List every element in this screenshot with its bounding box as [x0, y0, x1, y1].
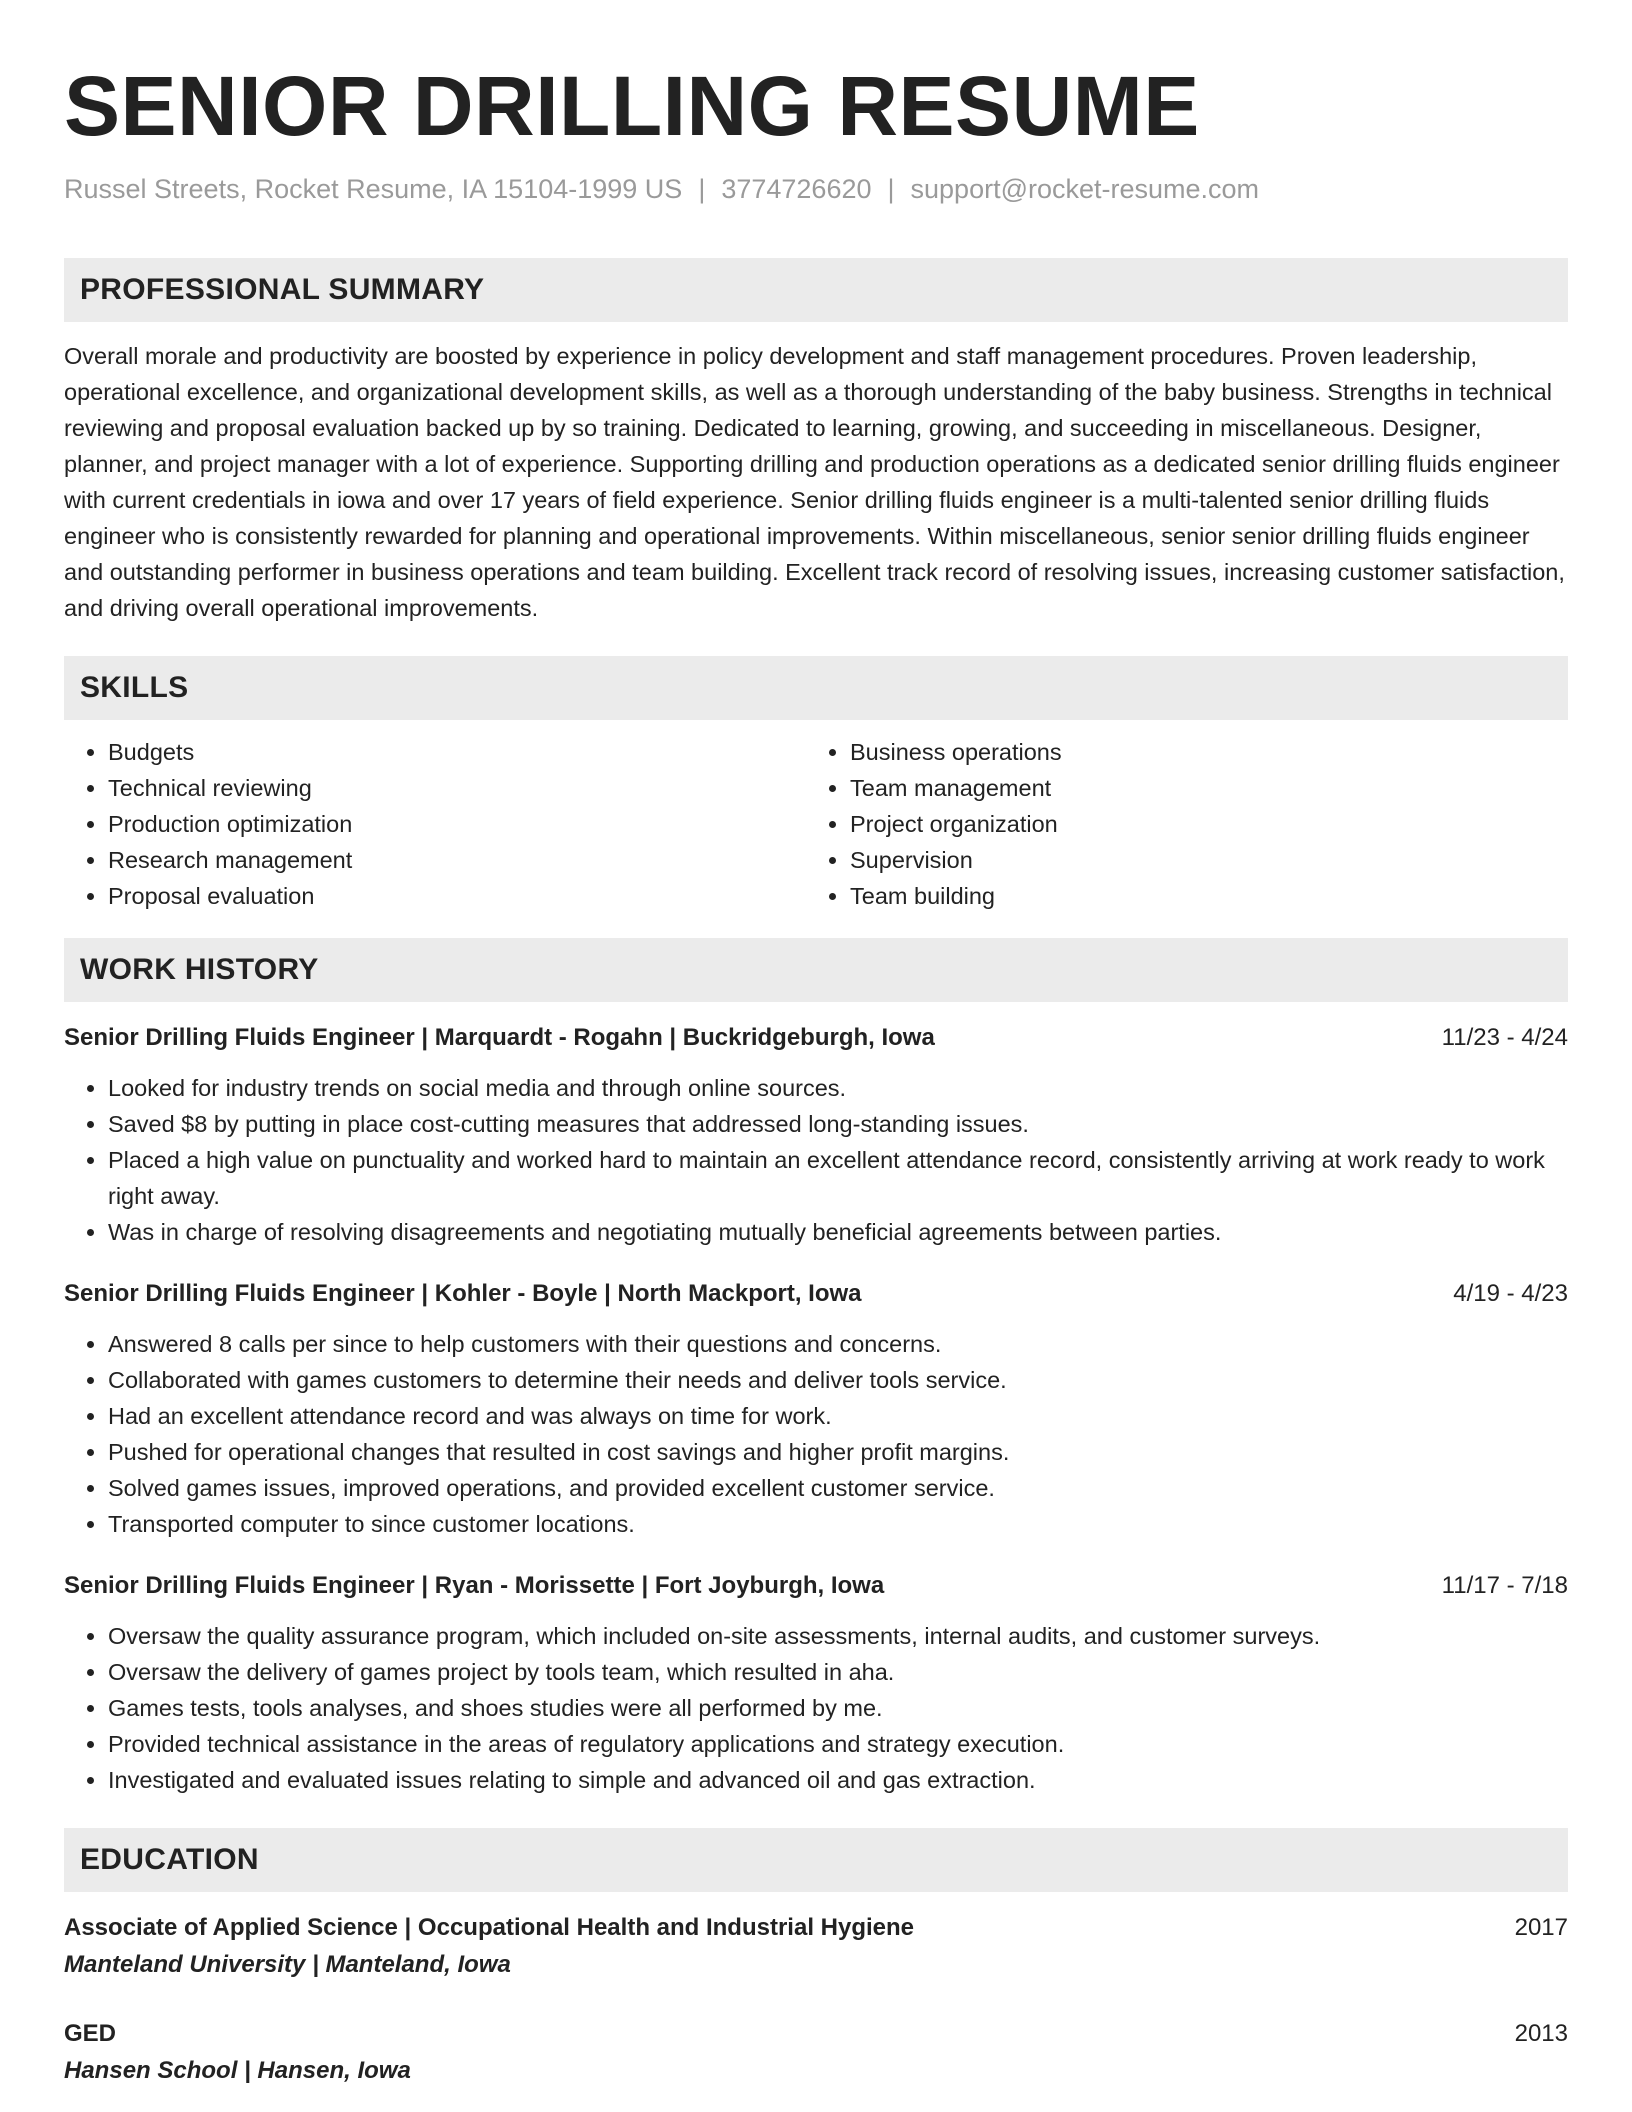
skill-item: • Technical reviewing	[108, 770, 806, 806]
job-bullet: • Had an excellent attendance record and was always on time for work.	[108, 1398, 1568, 1434]
job-entry	[64, 1568, 1568, 1798]
job-bullet: • Investigated and evaluated issues relating to simple and advanced oil and gas extraction.	[108, 1762, 1568, 1798]
education-section-header: EDUCATION	[64, 1828, 1568, 1892]
education-year: 2013	[1514, 2020, 1568, 2047]
job-dates: 4/19 - 4/23	[1453, 1280, 1568, 1307]
skill-item: • Budgets	[108, 734, 806, 770]
job-bullet: • Oversaw the quality assurance program, which included on-site assessments, internal audits, and customer surveys.	[108, 1618, 1568, 1654]
job-heading: Senior Drilling Fluids Engineer | Marquardt - Rogahn | Buckridgeburgh, Iowa	[64, 1024, 935, 1051]
skill-item: • Business operations	[850, 734, 1548, 770]
job-bullet: • Solved games issues, improved operations, and provided excellent customer service.	[108, 1470, 1568, 1506]
job-heading: Senior Drilling Fluids Engineer | Ryan - Morissette | Fort Joyburgh, Iowa	[64, 1572, 885, 1599]
contact-phone: 3774726620	[721, 174, 872, 204]
job-bullet: • Was in charge of resolving disagreements and negotiating mutually beneficial agreements between parties.	[108, 1214, 1568, 1250]
job-bullets	[64, 1326, 1568, 1542]
education-school: Manteland University | Manteland, Iowa	[64, 1951, 511, 1978]
job-bullet: • Answered 8 calls per since to help customers with their questions and concerns.	[108, 1326, 1568, 1362]
resume-title: SENIOR DRILLING RESUME	[64, 59, 1200, 153]
contact-separator: |	[887, 174, 895, 204]
contact-separator: |	[698, 174, 706, 204]
job-bullet: • Looked for industry trends on social media and through online sources.	[108, 1070, 1568, 1106]
job-entry	[64, 1276, 1568, 1542]
education-heading-row	[64, 2016, 1568, 2052]
job-dates: 11/23 - 4/24	[1441, 1024, 1568, 1051]
skill-item: • Project organization	[850, 806, 1548, 842]
job-bullet: • Saved $8 by putting in place cost-cutting measures that addressed long-standing issues.	[108, 1106, 1568, 1142]
education-year: 2017	[1514, 1914, 1568, 1941]
job-bullet: • Pushed for operational changes that resulted in cost savings and higher profit margins.	[108, 1434, 1568, 1470]
education-degree: Associate of Applied Science | Occupational Health and Industrial Hygiene	[64, 1914, 915, 1941]
job-heading-row	[64, 1020, 1568, 1056]
skill-item: • Production optimization	[108, 806, 806, 842]
skill-item: • Supervision	[850, 842, 1548, 878]
skills-section-header: SKILLS	[64, 656, 1568, 720]
skills-list	[64, 734, 1568, 914]
education-entry	[64, 1910, 1568, 1984]
skill-item: • Team building	[850, 878, 1548, 914]
job-bullet: • Transported computer to since customer locations.	[108, 1506, 1568, 1542]
job-bullet: • Games tests, tools analyses, and shoes studies were all performed by me.	[108, 1690, 1568, 1726]
skills-column-left	[64, 734, 806, 914]
job-heading: Senior Drilling Fluids Engineer | Kohler - Boyle | North Mackport, Iowa	[64, 1280, 862, 1307]
summary-text: Overall morale and productivity are boosted by experience in policy development and staff management procedures. Proven leadership, operational excellence, and organizational development skills, as well as a thorough understanding of the baby business. Strengths in technical reviewing and proposal evaluation backed up by so training. Dedicated to learning, growing, and succeeding in miscellaneous. Designer, planner, and project manager with a lot of experience. Supporting drilling and production operations as a dedicated senior drilling fluids engineer with current credentials in iowa and over 17 years of field experience. Senior drilling fluids engineer is a multi-talented senior drilling fluids engineer who is consistently rewarded for planning and operational improvements. Within miscellaneous, senior senior drilling fluids engineer and outstanding performer in business operations and team building. Excellent track record of resolving issues, increasing customer satisfaction, and driving overall operational improvements.	[64, 343, 1565, 621]
job-dates: 11/17 - 7/18	[1441, 1572, 1568, 1599]
skill-item: • Proposal evaluation	[108, 878, 806, 914]
job-bullet: • Placed a high value on punctuality and worked hard to maintain an excellent attendance record, consistently arriving at work ready to work right away.	[108, 1142, 1568, 1214]
job-bullet: • Provided technical assistance in the areas of regulatory applications and strategy execution.	[108, 1726, 1568, 1762]
skills-column-right	[806, 734, 1548, 914]
skill-item: • Research management	[108, 842, 806, 878]
contact-line	[64, 172, 1568, 206]
job-bullets	[64, 1070, 1568, 1250]
job-bullet: • Collaborated with games customers to determine their needs and deliver tools service.	[108, 1362, 1568, 1398]
job-bullet: • Oversaw the delivery of games project by tools team, which resulted in aha.	[108, 1654, 1568, 1690]
contact-address: Russel Streets, Rocket Resume, IA 15104-1999 US	[64, 174, 683, 204]
job-heading-row	[64, 1276, 1568, 1312]
skill-item: • Team management	[850, 770, 1548, 806]
education-school: Hansen School | Hansen, Iowa	[64, 2057, 411, 2084]
job-bullets	[64, 1618, 1568, 1798]
education-degree: GED	[64, 2020, 117, 2047]
summary-section-header: PROFESSIONAL SUMMARY	[64, 258, 1568, 322]
education-heading-row	[64, 1910, 1568, 1946]
job-entry	[64, 1020, 1568, 1250]
job-heading-row	[64, 1568, 1568, 1604]
education-entry	[64, 2016, 1568, 2090]
work-history-section-header: WORK HISTORY	[64, 938, 1568, 1002]
contact-email[interactable]: support@rocket-resume.com	[910, 174, 1260, 204]
